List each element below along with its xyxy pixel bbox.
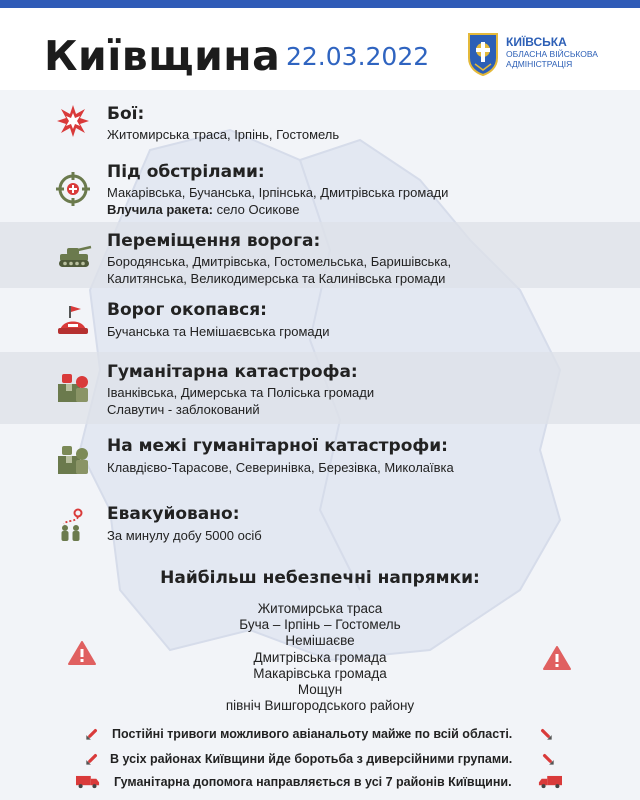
direction-item: Немішаєве xyxy=(285,633,355,649)
note-aid xyxy=(0,772,640,794)
section-entrenched xyxy=(0,288,640,352)
missile-icon xyxy=(84,751,100,767)
section-title: Бої: xyxy=(107,104,145,124)
tank-icon xyxy=(54,238,94,272)
note-sabotage xyxy=(0,749,640,771)
top-accent-bar xyxy=(0,0,640,8)
section-line: Славутич - заблокований xyxy=(107,402,260,417)
section-line: Іванківська, Димерська та Поліська громади xyxy=(107,385,375,400)
direction-item: Макарівська громада xyxy=(253,665,387,681)
section-title: На межі гуманітарної катастрофи: xyxy=(107,436,448,456)
section-title: Ворог окопався: xyxy=(107,300,267,320)
section-text xyxy=(107,253,451,287)
org-line-3: АДМІНІСТРАЦІЯ xyxy=(506,59,573,69)
truck-icon xyxy=(76,774,100,789)
section-line: Калитянська, Великодимерська та Калинівська громади xyxy=(107,271,446,286)
bunker-icon xyxy=(56,304,90,338)
coat-of-arms-icon xyxy=(467,32,499,76)
section-title: Евакуйовано: xyxy=(107,504,240,524)
truck-icon xyxy=(538,774,562,789)
directions-title: Найбільш небезпечні напрямки: xyxy=(160,568,480,588)
note-text: В усіх районах Київщини йде боротьба з диверсійними групами. xyxy=(110,752,513,766)
direction-item: Мощун xyxy=(297,682,343,698)
section-title: Під обстрілами: xyxy=(107,162,265,182)
missile-strike-label: Влучила ракета: xyxy=(107,202,214,217)
section-title: Переміщення ворога: xyxy=(107,231,321,251)
missile-icon xyxy=(540,751,556,767)
section-line: Житомирська траса, Ірпінь, Гостомель xyxy=(107,127,340,142)
section-line: Клавдієво-Тарасове, Северинівка, Березівка, Миколаївка xyxy=(107,460,454,475)
section-humanitarian-catastrophe xyxy=(0,352,640,424)
section-shelling xyxy=(0,152,640,222)
report-date: 22.03.2022 xyxy=(286,42,430,71)
section-text xyxy=(107,126,339,143)
evacuation-icon xyxy=(56,508,90,542)
org-line-2: ОБЛАСНА ВІЙСЬКОВА xyxy=(506,49,598,59)
missile-strike-value: село Осикове xyxy=(213,202,300,217)
direction-item: Житомирська траса xyxy=(257,601,383,616)
section-title: Гуманітарна катастрофа: xyxy=(107,362,358,382)
section-near-catastrophe xyxy=(0,424,640,490)
note-text: Гуманітарна допомога направляється в усі 7 районів Київщини. xyxy=(114,775,512,789)
section-enemy-movement xyxy=(0,222,640,288)
section-evacuated xyxy=(0,490,640,556)
direction-item: Буча – Ірпінь – Гостомель xyxy=(239,617,401,633)
section-line: Бородянська, Дмитрівська, Гостомельська, Баришівська, xyxy=(107,254,452,269)
header xyxy=(0,8,640,90)
direction-item: Дмитрівська громада xyxy=(253,649,387,665)
section-text xyxy=(107,527,262,544)
note-text: Постійні тривоги можливого авіанальоту майже по всій області. xyxy=(112,727,513,741)
section-text xyxy=(107,459,454,476)
section-line: За минулу добу 5000 осіб xyxy=(107,528,262,543)
direction-item: північ Вишгородського району xyxy=(225,698,415,714)
section-line: Бучанська та Немішаєвська громади xyxy=(107,324,330,339)
section-text xyxy=(107,384,374,418)
section-battles xyxy=(0,90,640,152)
org-line-1: КИЇВСЬКА xyxy=(506,35,567,49)
crosshair-icon xyxy=(56,172,90,206)
note-air-raid xyxy=(0,724,640,746)
warning-icon xyxy=(542,645,572,671)
section-line: Макарівська, Бучанська, Ірпінська, Дмитрівська громади xyxy=(107,185,449,200)
explosion-icon xyxy=(56,104,90,138)
page-title: Київщина xyxy=(44,32,281,80)
organization-name xyxy=(506,36,626,69)
section-text xyxy=(107,323,329,340)
humanitarian-box-icon xyxy=(56,442,90,476)
humanitarian-box-icon xyxy=(56,370,90,404)
missile-icon xyxy=(538,726,554,742)
missile-strike-line xyxy=(107,201,448,218)
directions-list xyxy=(180,601,460,714)
warning-icon xyxy=(67,640,97,666)
section-text xyxy=(107,184,448,218)
missile-icon xyxy=(84,726,100,742)
